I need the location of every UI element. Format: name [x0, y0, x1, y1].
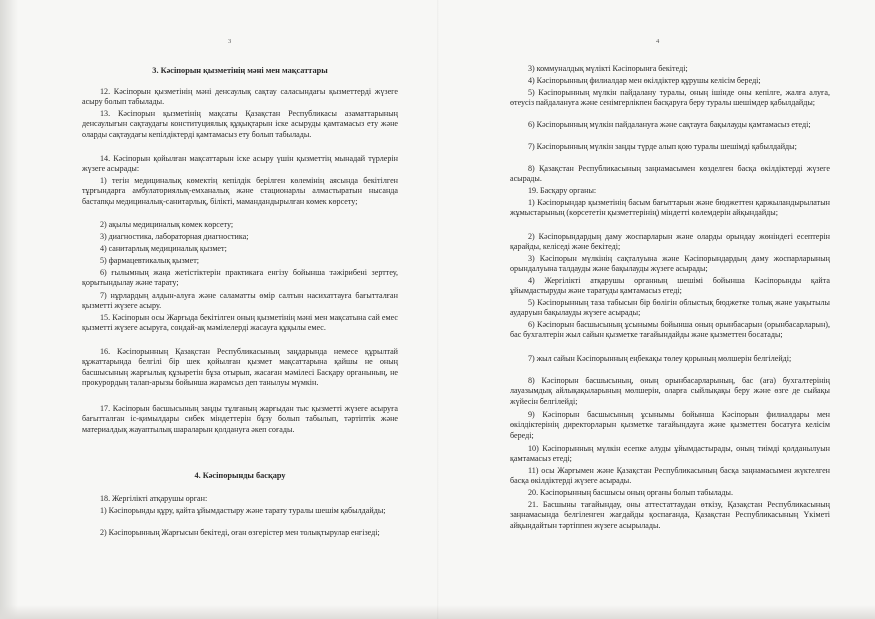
paragraph-19-9: 9) Кәсіпорын басшысының ұсынымы бойынша Кәсіпорын филиалдары мен өкілдіктерінің директорларын қызметке тағайындауға және қызметтен босатуға келісім береді; [510, 410, 830, 440]
scan-edge-shadow [0, 0, 18, 619]
paragraph-16: 16. Кәсіпорынның Қазақстан Республикасының заңдарында немесе құрылтай құжаттарында белгілі бір шек қойылған қызмет мақсаттарына қайшы не оның басшысының жарғылық құзыретін бұза отырып, жасаған мәмілесі Басқару органының, не прокурордың талап-арызы бойынша жарамсыз деп танылуы мүмкін. [82, 347, 398, 388]
left-page [82, 0, 398, 619]
paragraph-19-10: 10) Кәсіпорынның мүлкін есепке алуды ұйымдастырады, оның тиімді қолданылуын қамтамасыз етеді; [510, 444, 830, 464]
paragraph-18: 18. Жергілікті атқарушы орган: [100, 494, 208, 503]
paragraph-19-11: 11) осы Жарғымен және Қазақстан Республикасының басқа заңнамасымен жүктелген басқа өкілдіктерді жүзеге асырады. [510, 466, 830, 486]
paragraph-19-4: 4) Жергілікті атқарушы органның шешімі бойынша Кәсіпорынды қайта ұйымдастыруды және таратуды қамтамасыз етеді; [510, 276, 830, 296]
paragraph-19-2: 2) Кәсіпорындардың даму жоспарларын және оларды орындау жөніндегі есептерін қарайды, келіседі және бекітеді; [510, 232, 830, 252]
paragraph-15: 15. Кәсіпорын осы Жарғыда бекітілген оның қызметінің мәні мен мақсатына сай емес қызметті жүзеге асыруға, сондай-ақ мәмілелерді жасауға құқылы емес. [82, 313, 398, 333]
paragraph-19-6: 6) Кәсіпорын басшысының ұсынымы бойынша оның орынбасарын (орынбасарларын), бас бухгалтерін жыл сайын қызметке тағайындайды және қызметтен босатады; [510, 320, 830, 340]
paragraph-18-3: 3) коммуналдық мүлікті Кәсіпорынға бекітеді; [528, 64, 688, 73]
paragraph-18-2: 2) Кәсіпорынның Жарғысын бекітеді, оған өзгерістер мен толықтырулар енгізеді; [100, 528, 380, 537]
paragraph-18-7: 7) Кәсіпорынның мүлкін заңды түрде алып қою туралы шешімді қабылдайды; [528, 142, 797, 151]
page-number: 3 [228, 38, 232, 45]
paragraph-19-3: 3) Кәсіпорын мүлкінің сақталуына және Кәсіпорындардың даму жоспарларының орындалуына талдауды және бақылауды жүзеге асырады; [510, 254, 830, 274]
paragraph-18-1: 1) Кәсіпорынды құру, қайта ұйымдастыру және тарату туралы шешім қабылдайды; [100, 506, 386, 515]
paragraph-21: 21. Басшыны тағайындау, оны аттестаттаудан өткізу, Қазақстан Республикасының заңнамасында белгіленген жағдайды қоспағанда, Қазақстан Республикасының Үкіметі айқындайтын тәртіппен жүзеге асырылады. [510, 500, 830, 530]
right-page [510, 0, 830, 619]
paragraph-14-3: 3) диагностика, лабораторная диагностика; [100, 232, 249, 241]
paragraph-14-1: 1) тегін медициналық көмектің кепілдік берілген көлемінің аясында бекітілген тұрғындарға амбулаториялық-емханалық және стационарлы алмастыратын нысанда бастапқы медициналық-санитарлық, білікті, мамандандырылған көмек көрсету; [82, 176, 398, 206]
paragraph-13: 13. Кәсіпорын қызметінің мақсаты Қазақстан Республикасы азаматтарының денсаулығын сақтаудағы конституциялық құқықтарын іске асыруды қамтамасыз ету және оларды сақтаудағы кепілдіктерді қамтамасыз ету болып табылады. [82, 109, 398, 139]
paragraph-19-1: 1) Кәсіпорындар қызметінің басым бағыттарын және бюджеттен қаржыландырылатын жұмыстарының (көрсететін қызметтерінің) міндетті көлемдерін айқындайды; [510, 198, 830, 218]
paragraph-20: 20. Кәсіпорынның басшысы оның органы болып табылады. [528, 488, 733, 497]
paragraph-14-2: 2) ақылы медициналық көмек көрсету; [100, 220, 234, 229]
paragraph-18-6: 6) Кәсіпорынның мүлкін пайдалануға және сақтауға бақылауды қамтамасыз етеді; [528, 120, 811, 129]
paragraph-14: 14. Кәсіпорын қойылған мақсаттарын іске асыру үшін қызметтің мынадай түрлерін жүзеге асырады: [82, 154, 398, 174]
paragraph-12: 12. Кәсіпорын қызметінің мәні денсаулық сақтау саласындағы қызметтерді жүзеге асыру болып табылады. [82, 87, 398, 107]
paragraph-19-7: 7) жыл сайын Кәсіпорынның еңбекақы төлеу қорының мөлшерін белгілейді; [528, 354, 792, 363]
paragraph-18-4: 4) Кәсіпорынның филиалдар мен өкілдіктер құрушы келісім береді; [528, 76, 761, 85]
section-4-heading: 4. Кәсіпорынды басқару [194, 471, 286, 480]
paragraph-19-8: 8) Кәсіпорын басшысының, оның орынбасарларының, бас (аға) бухгалтерінің лауазымдық айлықақыларының мөлшерін, оларға сыйлықақы беру және өзге де сыйақы жүйесін белгілейді; [510, 376, 830, 406]
paragraph-14-7: 7) нұрлардың алдын-алуға және саламатты өмір салтын насихаттауға бағытталған қызметті жүзеге асыру. [82, 291, 398, 311]
paragraph-14-4: 4) санитарлық медициналық қызмет; [100, 244, 227, 253]
page-number: 4 [656, 38, 660, 45]
paragraph-18-5: 5) Кәсіпорынның мүлкін пайдалану туралы, оның ішінде оны кепілге, жалға алуға, өтеусіз пайдалануға және сенімгерлікпен басқаруға беру туралы шешімдер қабылдайды; [510, 88, 830, 108]
paragraph-14-6: 6) ғылымның жаңа жетістіктерін практикаға енгізу бойынша тәжірибені зерттеу, қорытындылау және тарату; [82, 268, 398, 288]
section-3-heading: 3. Кәсіпорын қызметінің мәні мен мақсаттары [152, 66, 328, 75]
paragraph-18-8: 8) Қазақстан Республикасының заңнамасымен көзделген басқа өкілдіктерді жүзеге асырады. [510, 164, 830, 184]
paragraph-17: 17. Кәсіпорын басшысының заңды тұлғаның жарғыдан тыс қызметті жүзеге асыруға бағытталған іс-қимылдары сибек міндеттерін бұзу болып табылып, тәртіптік және материалдық жауаптылық шараларын қолдануға әкеп соғады. [82, 404, 398, 434]
paragraph-14-5: 5) фармацевтикалық қызмет; [100, 256, 200, 265]
page-spine [437, 0, 439, 619]
paragraph-19-5: 5) Кәсіпорынның таза табысын бір бөлігін облыстық бюджетке толық және уақытылы аударуын бақылауды жүзеге асырады; [510, 298, 830, 318]
paragraph-19: 19. Басқару органы: [528, 186, 597, 195]
